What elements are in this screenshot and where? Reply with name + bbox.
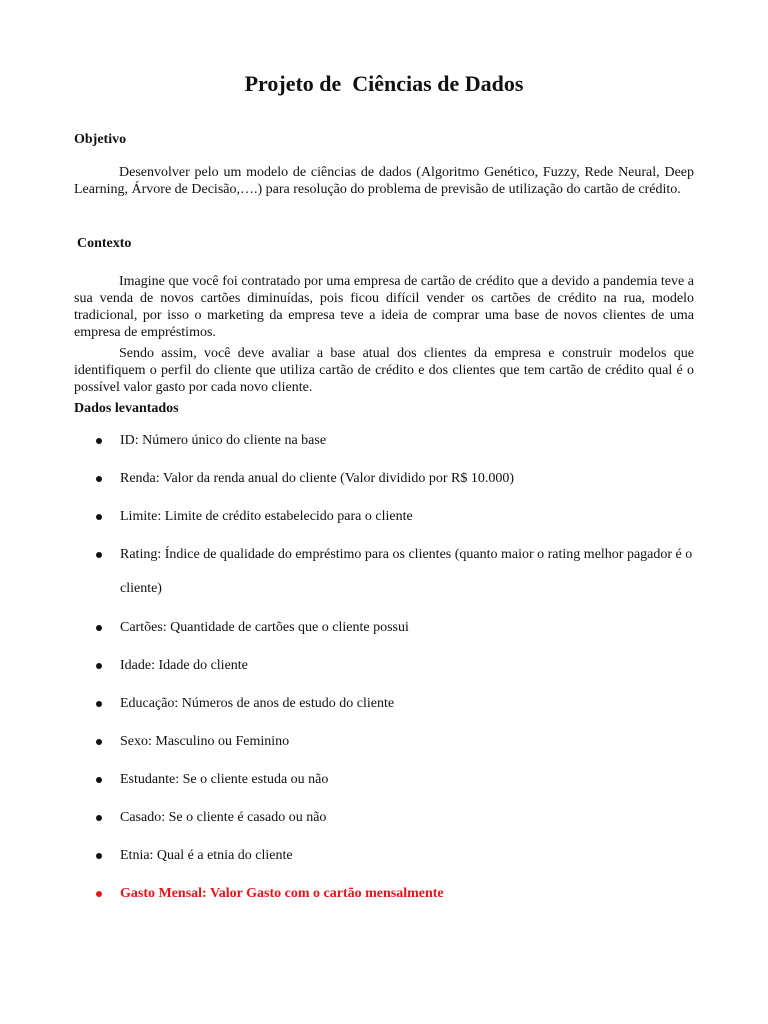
list-item (74, 809, 694, 826)
list-item-text: Gasto Mensal: Valor Gasto com o cartão mensalmente (120, 886, 444, 901)
list-item-text: Cartões: Quantidade de cartões que o cliente possui (120, 620, 409, 635)
contexto-paragraph-2: Sendo assim, você deve avaliar a base atual dos clientes da empresa e construir modelos que identifiquem o perfil do cliente que utiliza cartão de crédito e dos clientes que tem cartão de crédito qual é o possível valor gasto por cada novo cliente. (74, 346, 694, 395)
list-item (74, 470, 694, 487)
bullet-icon (96, 777, 102, 783)
contexto-paragraph-1: Imagine que você foi contratado por uma empresa de cartão de crédito que a devido a pandemia teve a sua venda de novos cartões diminuídas, pois ficou difícil vender os cartões de crédito na rua, modelo tradicional, por isso o marketing da empresa teve a ideia de comprar uma base de novos clientes de uma empresa de empréstimos. (74, 274, 694, 340)
list-item-text: Etnia: Qual é a etnia do cliente (120, 848, 293, 863)
bullet-icon (96, 663, 102, 669)
list-item (74, 733, 694, 750)
bullet-icon (96, 815, 102, 821)
dados-list (74, 432, 694, 923)
list-item (74, 432, 694, 449)
objetivo-paragraph: Desenvolver pelo um modelo de ciências de dados (Algoritmo Genético, Fuzzy, Rede Neural, Deep Learning, Árvore de Decisão,….) para resolução do problema de previsão de utilização do cartão de crédito. (74, 165, 694, 197)
list-item (74, 508, 694, 525)
list-item-text: Educação: Números de anos de estudo do cliente (120, 696, 395, 711)
list-item-text: Idade: Idade do cliente (120, 658, 248, 673)
list-item-text: Limite: Limite de crédito estabelecido para o cliente (120, 509, 413, 524)
bullet-icon (96, 552, 102, 558)
bullet-icon (96, 891, 102, 897)
list-item (74, 538, 694, 606)
bullet-icon (96, 625, 102, 631)
list-item (74, 695, 694, 712)
objetivo-heading: Objetivo (74, 132, 127, 147)
dados-heading: Dados levantados (74, 401, 179, 416)
list-item-text: Estudante: Se o cliente estuda ou não (120, 772, 329, 787)
list-item-text: Casado: Se o cliente é casado ou não (120, 810, 327, 825)
list-item (74, 619, 694, 636)
bullet-icon (96, 514, 102, 520)
list-item (74, 771, 694, 788)
bullet-icon (96, 701, 102, 707)
list-item (74, 657, 694, 674)
bullet-icon (96, 739, 102, 745)
bullet-icon (96, 438, 102, 444)
list-item-text: Renda: Valor da renda anual do cliente (Valor dividido por R$ 10.000) (120, 471, 514, 486)
list-item (74, 847, 694, 864)
document-title: Projeto de Ciências de Dados (244, 71, 524, 96)
bullet-icon (96, 476, 102, 482)
contexto-heading: Contexto (77, 236, 132, 251)
bullet-icon (96, 853, 102, 859)
list-item-highlight (74, 885, 694, 902)
list-item-text: ID: Número único do cliente na base (120, 433, 327, 448)
list-item-text: Sexo: Masculino ou Feminino (120, 734, 290, 749)
list-item-text: Rating: Índice de qualidade do empréstimo para os clientes (quanto maior o rating melhor pagador é o cliente) (120, 547, 693, 596)
